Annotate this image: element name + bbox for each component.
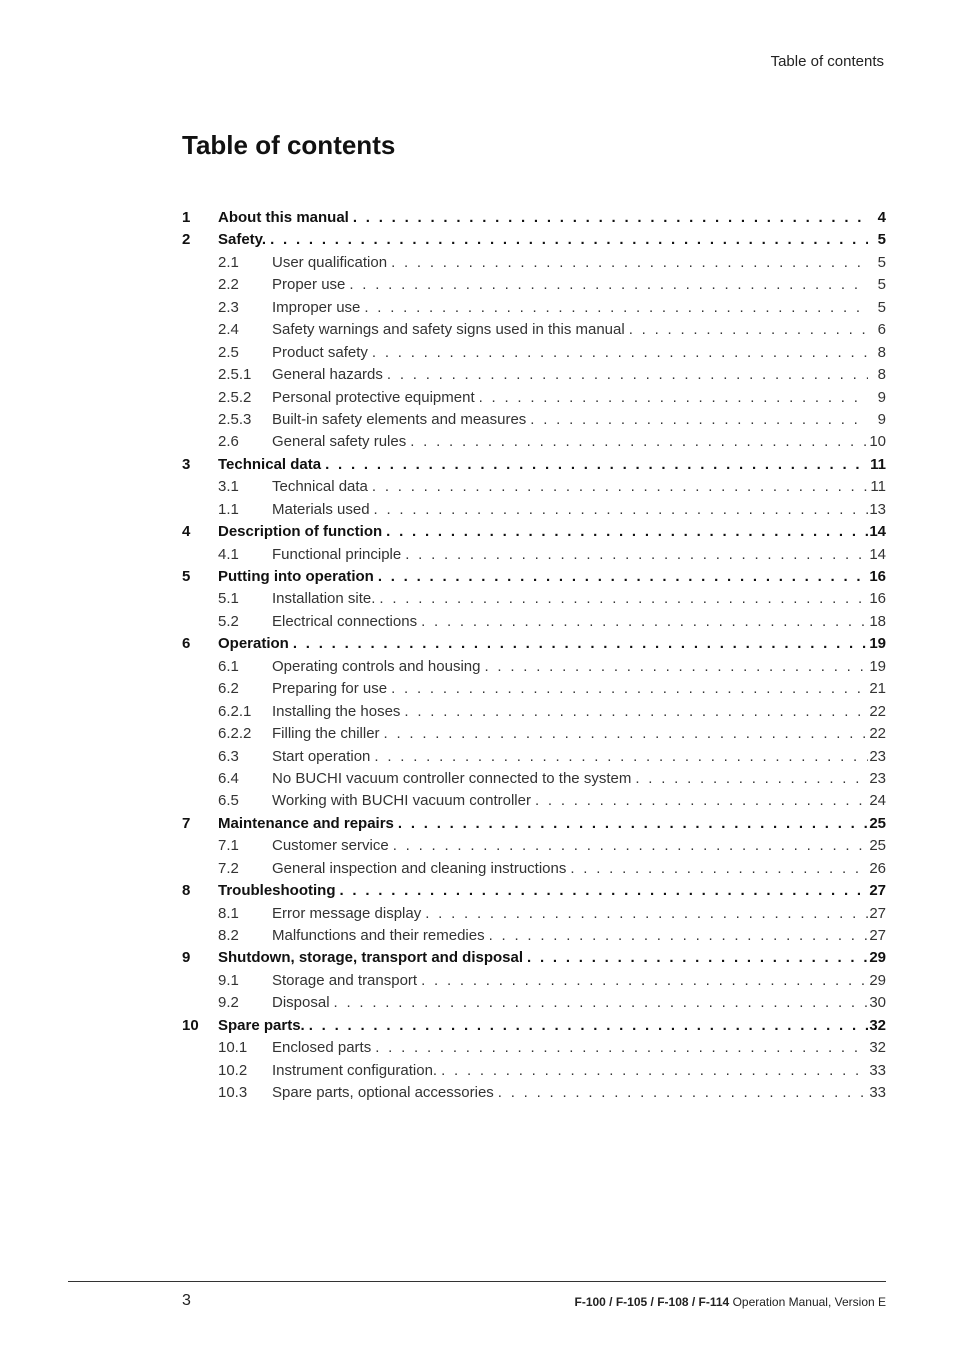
toc-entry-number: 7 xyxy=(182,814,191,832)
toc-entry-number: 2 xyxy=(182,231,191,249)
dot-leader xyxy=(380,723,868,745)
toc-entry-title: Safety. xyxy=(218,231,267,249)
toc-entry[interactable] xyxy=(182,431,886,453)
dot-leader xyxy=(370,499,868,521)
toc-entry-title: General hazards xyxy=(272,366,383,384)
toc-entry[interactable] xyxy=(182,858,886,880)
dot-leader xyxy=(374,566,868,588)
dot-leader xyxy=(349,207,868,229)
toc-entry-title: Operation xyxy=(218,635,289,653)
toc-entry-title: Spare parts. xyxy=(218,1016,305,1034)
toc-entry[interactable] xyxy=(182,656,886,678)
toc-entry[interactable] xyxy=(182,813,886,835)
toc-entry-page: 8 xyxy=(877,343,886,361)
toc-entry-title: Enclosed parts xyxy=(272,1039,372,1057)
toc-entry-title: Preparing for use xyxy=(272,680,388,698)
dot-leader xyxy=(383,364,868,386)
toc-entry[interactable] xyxy=(182,566,886,588)
toc-entry-number: 5.1 xyxy=(218,590,239,608)
toc-entry-title: Safety warnings and safety signs used in this manual xyxy=(272,321,625,339)
toc-entry-number: 2.5.2 xyxy=(218,388,252,406)
dot-leader xyxy=(368,342,868,364)
toc-entry[interactable] xyxy=(182,678,886,700)
dot-leader xyxy=(417,970,868,992)
toc-entry-number: 9.2 xyxy=(218,994,239,1012)
toc-entry-number: 9 xyxy=(182,949,191,967)
toc-entry-page: 24 xyxy=(869,792,886,810)
toc-entry-number: 2.2 xyxy=(218,276,239,294)
toc-entry-page: 9 xyxy=(877,410,886,428)
toc-entry-number: 10.3 xyxy=(218,1084,248,1102)
toc-entry-page: 27 xyxy=(869,904,886,922)
dot-leader xyxy=(437,1060,868,1082)
toc-entry-title: Built-in safety elements and measures xyxy=(272,410,527,428)
toc-entry-number: 7.1 xyxy=(218,837,239,855)
toc-entry[interactable] xyxy=(182,476,886,498)
toc-entry-page: 9 xyxy=(877,388,886,406)
toc-entry-title: Description of function xyxy=(218,523,383,541)
toc-entry-title: Malfunctions and their remedies xyxy=(272,927,485,944)
toc-entry-number: 4 xyxy=(182,523,191,541)
toc-entry-page: 6 xyxy=(877,321,886,339)
toc-entry-page: 16 xyxy=(869,568,886,585)
dot-leader xyxy=(266,229,868,251)
dot-leader xyxy=(382,521,868,543)
toc-entry-number: 3 xyxy=(182,455,191,473)
toc-entry-page: 33 xyxy=(869,1061,886,1079)
toc-entry-number: 6 xyxy=(182,635,191,653)
toc-entry-number: 6.4 xyxy=(218,769,239,787)
dot-leader xyxy=(625,319,868,341)
dot-leader xyxy=(400,701,868,723)
toc-entry-number: 10.1 xyxy=(218,1039,248,1057)
toc-entry-title: Electrical connections xyxy=(272,612,418,630)
toc-entry-number: 1.1 xyxy=(218,500,239,518)
toc-entry-number: 5.2 xyxy=(218,612,239,630)
dot-leader xyxy=(394,813,868,835)
dot-leader xyxy=(336,880,869,902)
toc-entry-number: 10.2 xyxy=(218,1061,248,1079)
toc-entry[interactable] xyxy=(182,746,886,768)
toc-entry-page: 30 xyxy=(869,994,886,1012)
dot-leader xyxy=(389,835,868,857)
toc-entry-number: 8.2 xyxy=(218,927,239,944)
toc-entry-number: 2.5.3 xyxy=(218,410,252,428)
toc-entry[interactable] xyxy=(182,544,886,566)
toc-entry-title: Shutdown, storage, transport and disposal xyxy=(218,949,524,967)
footer-document-info xyxy=(575,1295,887,1309)
toc-entry-title: Instrument configuration. xyxy=(272,1061,438,1079)
running-header: Table of contents xyxy=(770,53,884,70)
toc-entry-page: 33 xyxy=(869,1084,886,1102)
toc-entry-number: 6.1 xyxy=(218,657,239,675)
dot-leader xyxy=(387,678,868,700)
toc-entry-page: 10 xyxy=(869,433,886,451)
toc-entry[interactable] xyxy=(182,880,886,902)
toc-entry-number: 6.2.1 xyxy=(218,702,252,720)
toc-entry-page: 22 xyxy=(869,725,886,743)
toc-entry-page: 29 xyxy=(869,971,886,989)
toc-entry-title: Installing the hoses xyxy=(272,702,401,720)
toc-entry-page: 16 xyxy=(869,590,886,608)
toc-entry-title: Error message display xyxy=(272,904,422,922)
toc-entry-number: 6.5 xyxy=(218,792,239,810)
toc-entry-title: General inspection and cleaning instructions xyxy=(272,859,567,877)
dot-leader xyxy=(370,746,868,768)
toc-entry-title: Improper use xyxy=(272,298,361,316)
toc-entry-number: 6.2.2 xyxy=(218,725,252,743)
dot-leader xyxy=(360,297,868,319)
toc-entry-title: User qualification xyxy=(272,253,388,271)
toc-entry-number: 9.1 xyxy=(218,971,239,989)
toc-entry-page: 32 xyxy=(869,1039,886,1057)
dot-leader xyxy=(566,858,868,880)
table-of-contents xyxy=(182,207,886,1105)
toc-entry-title: Spare parts, optional accessories xyxy=(272,1084,494,1102)
footer-page-number: 3 xyxy=(182,1292,191,1309)
dot-leader xyxy=(305,1015,868,1037)
toc-entry[interactable] xyxy=(182,319,886,341)
toc-entry-page: 23 xyxy=(869,747,886,765)
toc-entry-title: Operating controls and housing xyxy=(272,657,481,675)
toc-entry-number: 2.4 xyxy=(218,321,239,339)
toc-entry[interactable] xyxy=(182,229,886,251)
dot-leader xyxy=(531,790,868,812)
toc-entry-number: 8.1 xyxy=(218,904,239,922)
dot-leader xyxy=(475,387,868,409)
dot-leader xyxy=(421,903,868,925)
toc-entry-title: Storage and transport xyxy=(272,971,418,989)
toc-entry-number: 2.5.1 xyxy=(218,366,252,384)
toc-entry[interactable] xyxy=(182,499,886,521)
toc-entry[interactable] xyxy=(182,207,886,229)
toc-entry-page: 14 xyxy=(869,523,886,541)
toc-entry-title: Proper use xyxy=(272,276,346,294)
dot-leader xyxy=(631,768,868,790)
toc-entry[interactable] xyxy=(182,1015,886,1037)
footer-divider xyxy=(68,1281,886,1282)
toc-entry-page: 25 xyxy=(869,837,886,855)
toc-entry-title: Product safety xyxy=(272,343,368,361)
dot-leader xyxy=(289,633,868,655)
toc-entry-title: Materials used xyxy=(272,500,370,518)
toc-entry[interactable] xyxy=(182,947,886,969)
toc-entry[interactable] xyxy=(182,611,886,633)
toc-entry-title: Personal protective equipment xyxy=(272,388,475,406)
toc-entry-page: 11 xyxy=(870,478,886,496)
toc-entry-title: Putting into operation xyxy=(218,568,374,585)
toc-entry-number: 4.1 xyxy=(218,545,239,563)
dot-leader xyxy=(368,476,868,498)
toc-entry-page: 19 xyxy=(869,657,886,675)
toc-entry-number: 6.2 xyxy=(218,680,239,698)
toc-entry-title: Technical data xyxy=(218,455,322,473)
toc-entry-title: Troubleshooting xyxy=(218,882,336,900)
toc-entry-page: 27 xyxy=(869,882,886,900)
toc-entry-title: Functional principle xyxy=(272,545,402,563)
toc-entry-page: 26 xyxy=(869,859,886,877)
toc-entry[interactable] xyxy=(182,297,886,319)
toc-entry-number: 2.3 xyxy=(218,298,239,316)
toc-entry-page: 5 xyxy=(877,298,886,316)
toc-entry[interactable] xyxy=(182,387,886,409)
dot-leader xyxy=(406,431,868,453)
toc-entry-title: Installation site. xyxy=(272,590,376,608)
toc-entry[interactable] xyxy=(182,588,886,610)
toc-entry-number: 5 xyxy=(182,568,191,585)
toc-entry[interactable] xyxy=(182,252,886,274)
dot-leader xyxy=(523,947,868,969)
dot-leader xyxy=(330,992,868,1014)
page-title: Table of contents xyxy=(182,130,396,160)
toc-entry-title: No BUCHI vacuum controller connected to the system xyxy=(272,769,632,787)
footer-models: F-100 / F-105 / F-108 / F-114 xyxy=(574,1295,730,1309)
toc-entry-title: Start operation xyxy=(272,747,371,765)
dot-leader xyxy=(345,274,868,296)
toc-entry[interactable] xyxy=(182,633,886,655)
toc-entry[interactable] xyxy=(182,454,886,476)
toc-entry-page: 11 xyxy=(870,455,886,473)
toc-entry-number: 2.5 xyxy=(218,343,239,361)
dot-leader xyxy=(375,588,868,610)
toc-entry[interactable] xyxy=(182,409,886,431)
toc-entry-title: About this manual xyxy=(218,209,349,226)
toc-entry-page: 8 xyxy=(877,366,886,384)
toc-entry[interactable] xyxy=(182,364,886,386)
toc-entry-page: 4 xyxy=(877,209,886,226)
toc-entry-title: Disposal xyxy=(272,994,330,1012)
toc-entry-number: 8 xyxy=(182,882,191,900)
dot-leader xyxy=(401,544,868,566)
toc-entry-number: 2.6 xyxy=(218,433,239,451)
toc-entry-page: 29 xyxy=(869,949,886,967)
toc-entry-page: 32 xyxy=(869,1016,886,1034)
toc-entry[interactable] xyxy=(182,992,886,1014)
toc-entry-page: 25 xyxy=(869,814,886,832)
toc-entry-page: 21 xyxy=(869,680,886,698)
toc-entry[interactable] xyxy=(182,925,886,947)
dot-leader xyxy=(321,454,868,476)
toc-entry[interactable] xyxy=(182,342,886,364)
toc-entry-title: Filling the chiller xyxy=(272,725,380,743)
toc-entry-title: Customer service xyxy=(272,837,389,855)
toc-entry[interactable] xyxy=(182,723,886,745)
dot-leader xyxy=(417,611,868,633)
toc-entry-page: 5 xyxy=(877,276,886,294)
toc-entry[interactable] xyxy=(182,701,886,723)
dot-leader xyxy=(494,1082,868,1104)
toc-entry[interactable] xyxy=(182,521,886,543)
toc-entry-title: General safety rules xyxy=(272,433,407,451)
toc-entry[interactable] xyxy=(182,903,886,925)
toc-entry-number: 10 xyxy=(182,1016,199,1034)
toc-entry[interactable] xyxy=(182,835,886,857)
toc-entry-number: 3.1 xyxy=(218,478,239,496)
dot-leader xyxy=(371,1037,868,1059)
toc-entry-title: Working with BUCHI vacuum controller xyxy=(272,792,531,810)
dot-leader xyxy=(480,656,868,678)
toc-entry-page: 14 xyxy=(869,545,886,563)
toc-entry[interactable] xyxy=(182,1060,886,1082)
toc-entry[interactable] xyxy=(182,790,886,812)
toc-entry[interactable] xyxy=(182,274,886,296)
toc-entry[interactable] xyxy=(182,1037,886,1059)
toc-entry-page: 19 xyxy=(869,635,886,653)
toc-entry-page: 22 xyxy=(869,702,886,720)
toc-entry-page: 13 xyxy=(869,500,886,518)
toc-entry-page: 5 xyxy=(877,253,886,271)
toc-entry-number: 6.3 xyxy=(218,747,239,765)
toc-entry[interactable] xyxy=(182,970,886,992)
toc-entry-number: 2.1 xyxy=(218,253,239,271)
toc-entry-number: 1 xyxy=(182,209,191,226)
toc-entry[interactable] xyxy=(182,1082,886,1104)
footer-doc-label: Operation Manual, Version E xyxy=(732,1295,886,1309)
toc-entry-number: 7.2 xyxy=(218,859,239,877)
toc-entry-page: 5 xyxy=(877,231,886,249)
toc-entry-page: 27 xyxy=(869,927,886,944)
toc-entry-title: Maintenance and repairs xyxy=(218,814,394,832)
toc-entry-title: Technical data xyxy=(272,478,368,496)
dot-leader xyxy=(387,252,868,274)
toc-entry[interactable] xyxy=(182,768,886,790)
dot-leader xyxy=(526,409,868,431)
toc-entry-page: 23 xyxy=(869,769,886,787)
toc-entry-page: 18 xyxy=(869,612,886,630)
dot-leader xyxy=(485,925,868,947)
